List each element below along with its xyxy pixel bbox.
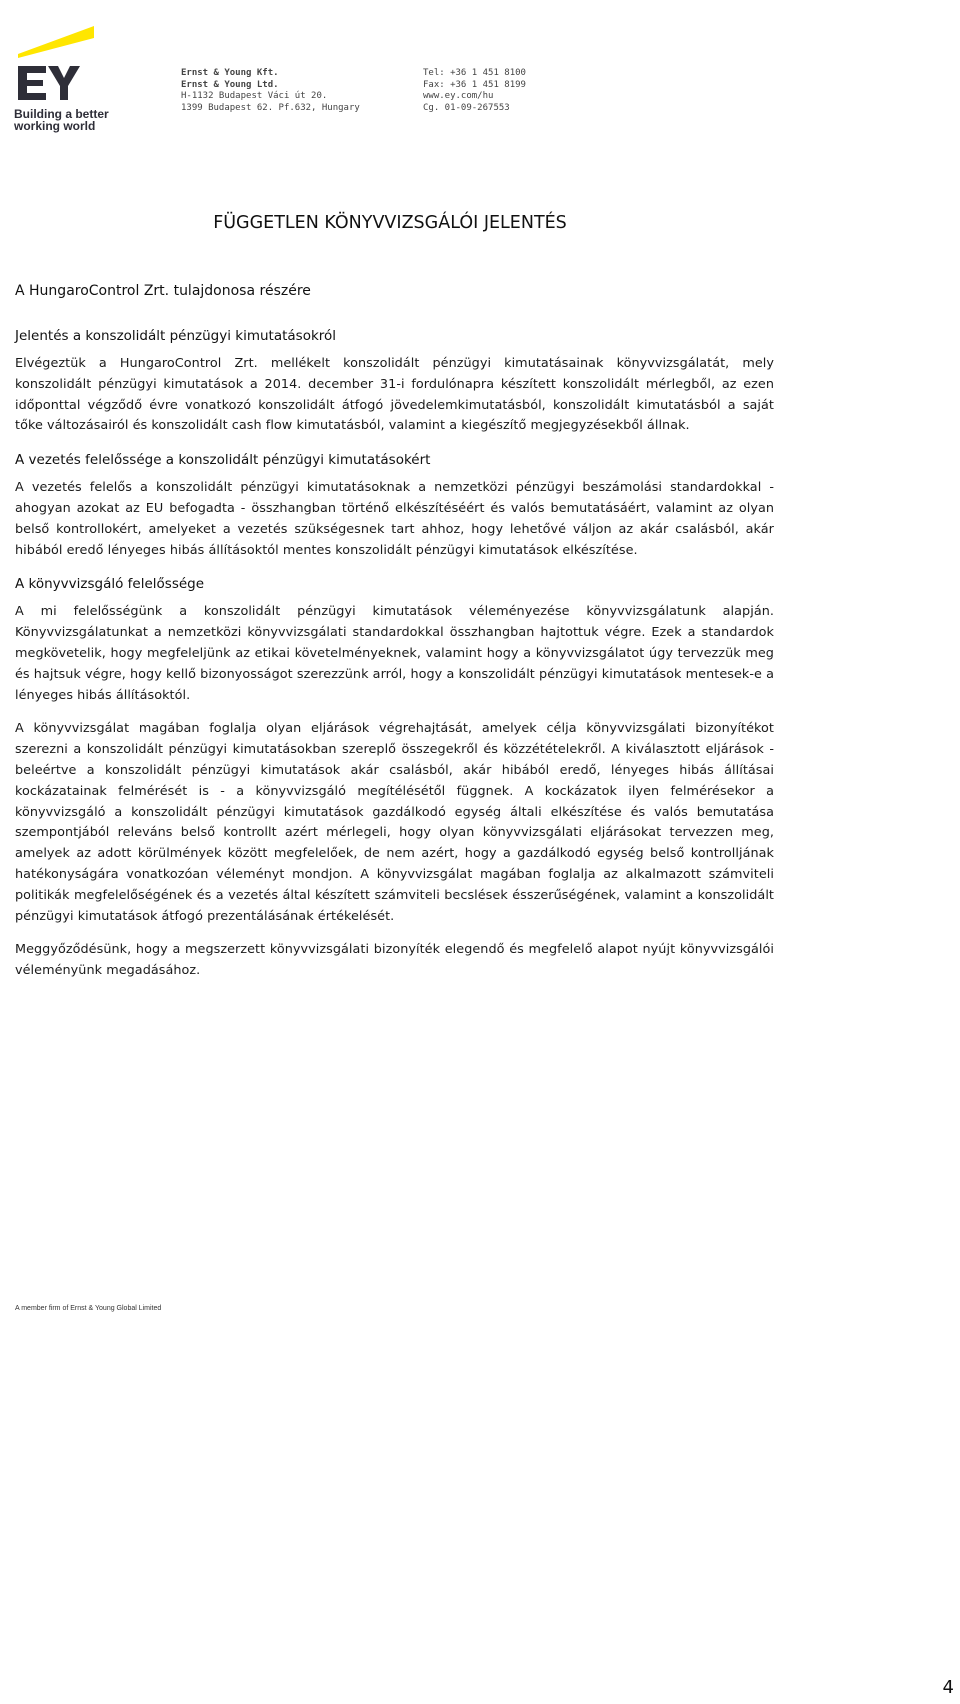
report-title: FÜGGETLEN KÖNYVVIZSGÁLÓI JELENTÉS	[213, 213, 567, 233]
report-addressee: A HungaroControl Zrt. tulajdonosa részére	[15, 283, 311, 299]
company-contact	[423, 68, 663, 114]
page-number: 4	[942, 1677, 954, 1698]
paragraph: A vezetés felelős a konszolidált pénzügyi kimutatásoknak a nemzetközi pénzügyi beszámolási standardokkal - ahogyan azokat az EU befogadta - összhangban történő elkészítéséért és valós bemutatásáért, valamint az olyan belső kontrollokért, amelyeket a vezetés szükségesnek tart ahhoz, hogy lehetővé váljon az akár csalásból, akár hibából eredő lényeges hibás állításoktól mentes konszolidált pénzügyi kimutatások elkészítése.	[15, 480, 774, 558]
footer-member-note: A member firm of Ernst & Young Global Limited	[15, 1305, 162, 1312]
section-heading: A könyvvizsgáló felelőssége	[15, 576, 205, 593]
contact-registration: Cg. 01-09-267553	[423, 102, 510, 113]
report-body	[15, 326, 774, 982]
logo-letter-y	[48, 66, 80, 100]
contact-phone: Tel: +36 1 451 8100	[423, 68, 526, 78]
paragraph: Meggyőződésünk, hogy a megszerzett könyvvizsgálati bizonyíték elegendő és megfelelő alapot nyújt könyvvizsgálói véleményünk megadásához.	[15, 942, 774, 979]
logo-tagline-line2: working world	[14, 119, 96, 133]
section-heading: A vezetés felelőssége a konszolidált pénzügyi kimutatásokért	[15, 452, 431, 469]
paragraph: Elvégeztük a HungaroControl Zrt. mellékelt konszolidált pénzügyi kimutatásainak könyvvizsgálatát, mely konszolidált pénzügyi kimutatások a 2014. december 31-i fordulónapra készített konszolidált mérlegből, az ezen időponttal végződő évre vonatkozó konszolidált átfogó jövedelemkimutatásból, konszolidált kimutatásból a saját tőke változásairól és konszolidált cash flow kimutatásból, valamint a kiegészítő megjegyzésekből állnak.	[15, 356, 774, 434]
logo-yellow-beam	[18, 26, 94, 58]
ey-logo	[12, 20, 112, 140]
section-heading: Jelentés a konszolidált pénzügyi kimutatásokról	[15, 328, 337, 344]
address-line: H-1132 Budapest Váci út 20.	[181, 91, 328, 101]
logo-tagline-line1: Building a better	[14, 107, 109, 121]
contact-fax: Fax: +36 1 451 8199	[423, 79, 526, 90]
address-line: Ernst & Young Ltd.	[181, 79, 279, 90]
contact-website: www.ey.com/hu	[423, 91, 494, 101]
address-line: Ernst & Young Kft.	[181, 68, 279, 78]
logo-tagline	[14, 108, 124, 132]
address-line: 1399 Budapest 62. Pf.632, Hungary	[181, 102, 360, 113]
paragraph: A könyvvizsgálat magában foglalja olyan eljárások végrehajtását, amelyek célja könyvvizsgálati bizonyítékot szerezni a konszolidált pénzügyi kimutatásokban szereplő összegekről és közzétételekről. A kiválasztott eljárások - beleértve a konszolidált pénzügyi kimutatások akár csalásból, akár hibából eredő, lényeges hibás állításai kockázatainak felmérését is - a könyvvizsgáló megítélésétől függnek. A kockázatok ilyen felmérésekor a könyvvizsgáló a konszolidált pénzügyi kimutatások gazdálkodó egység általi elkészítése és valós bemutatása szempontjából releváns belső kontrollt azért mérlegeli, hogy olyan könyvvizsgálati eljárásokat tervezzen meg, amelyek az adott körülmények között megfelelőek, de nem azért, hogy a gazdálkodó egység belső kontrolljának hatékonyságára vonatkozóan véleményt mondjon. A könyvvizsgálat magában foglalja az alkalmazott számviteli politikák megfelelőségének és a vezetés által készített számviteli becslések ésszerűségének, valamint a konszolidált pénzügyi kimutatások átfogó prezentálásának értékelését.	[15, 721, 774, 924]
paragraph: A mi felelősségünk a konszolidált pénzügyi kimutatások véleményezése könyvvizsgálatunk alapján. Könyvvizsgálatunkat a nemzetközi könyvvizsgálati standardokkal összhangban hajtottuk végre. Ezek a standardok megkövetelik, hogy megfeleljünk az etikai követelményeknek, valamint hogy a könyvvizsgálatot úgy tervezzük meg és hajtsuk végre, hogy kellő bizonyosságot szerezzünk arról, hogy a konszolidált pénzügyi kimutatások mentesek-e a lényeges hibás állításoktól.	[15, 604, 774, 703]
ey-logo-mark	[12, 20, 112, 110]
company-address	[181, 68, 421, 114]
logo-letter-e	[18, 66, 46, 100]
